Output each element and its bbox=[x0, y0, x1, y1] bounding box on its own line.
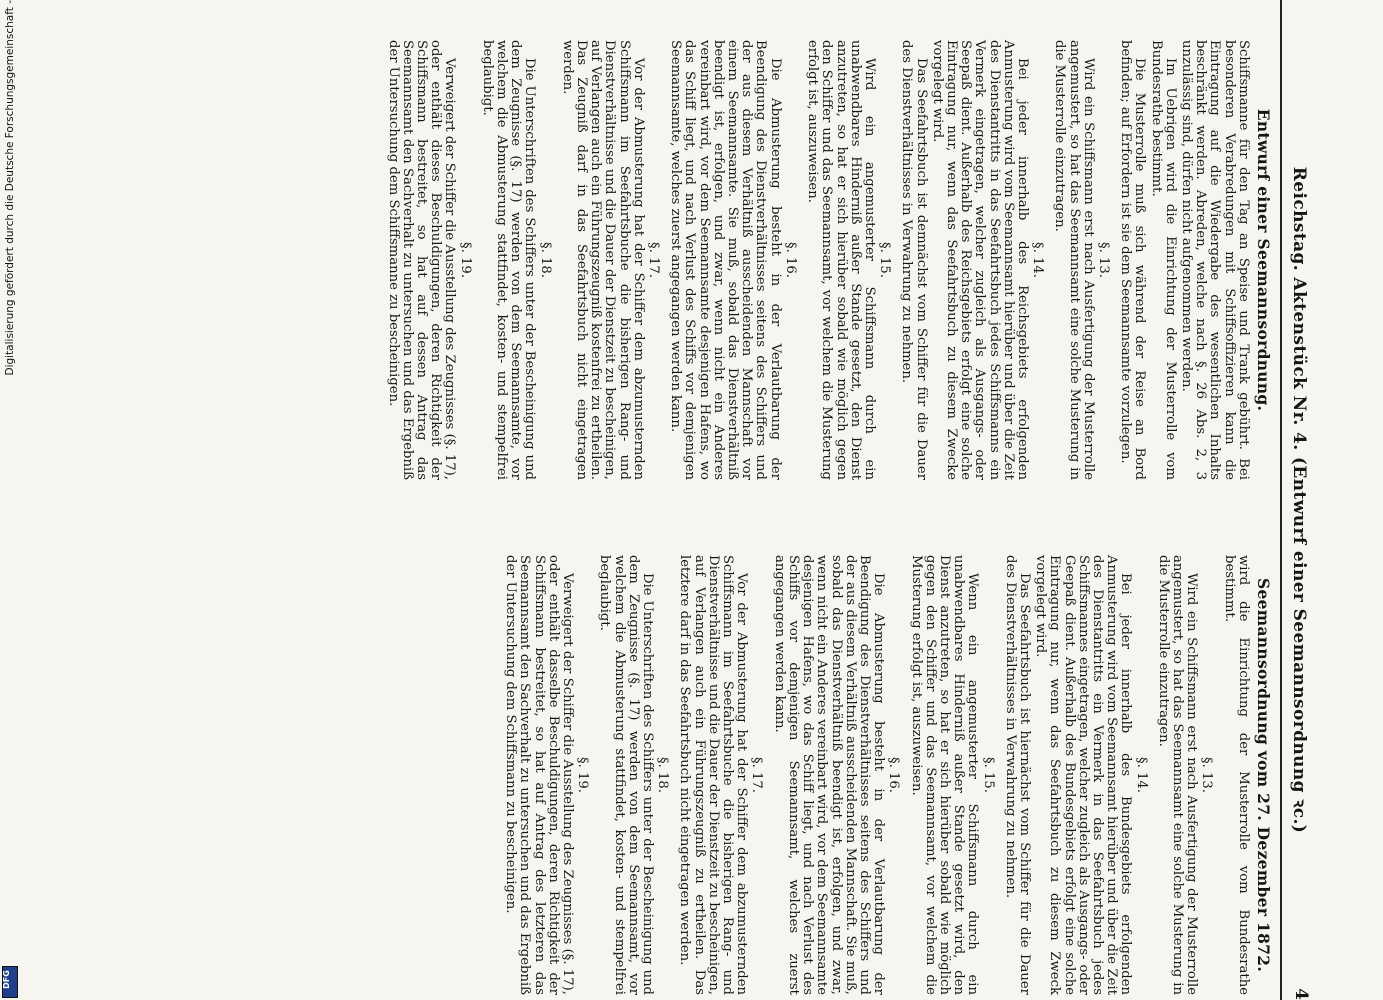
paragraph: Wird ein angemusterter Schiffsmann durch ein unabwendbares Hinderniß außer Stande gesetzt, den Dienst anzutreten, so hat er sich hierüber sobald wie möglich gegen den Schiffer und das Seemannsamt, vor welchem die Musterung erfolgt ist, auszuweisen. bbox=[805, 40, 877, 480]
section-heading: §. 18. bbox=[655, 757, 671, 793]
paragraph: Vor der Abmusterung hat der Schiffer dem abzumusternden Schiffsmann im Seefahrtsbuche die bisherigen Rang- und Dienstverhältnisse und die Dauer der Dienstzeit zu bescheinigen, auf Verlangen auch ein Führungszeugniß kostenfrei zu ertheilen. Das Zeugniß darf in das Seefahrtsbuch nicht eingetragen werden. bbox=[559, 40, 646, 480]
column-entwurf bbox=[383, 40, 1273, 480]
section-heading: §. 15. bbox=[877, 242, 893, 278]
paragraph: Die Abmusterung besteht in der Verlautbarung der Beendigung des Dienstverhältnisses seitens des Schiffers und der aus diesem Verhältniß ausscheidenden Mannschaft vor einem Seemannsamte. Sie muß, sobald das Dienstverhältniß beendigt ist, erfolgen, und zwar, wenn nicht ein Anderes vereinbart wird, vor dem Seemannsamte desjenigen Hafens, wo das Schiff liegt, und nach Verlust des Schiffs vor demjenigen Seemannsamte, welches zuerst angegangen werden kann. bbox=[668, 40, 783, 480]
section-heading: §. 17. bbox=[749, 757, 765, 793]
paragraph: Die Abmusterung besteht in der Verlautbarung der Beendigung des Dienstverhältnisses seitens des Schiffers und der aus diesem Verhältniß ausscheidenden Mannschaft. Sie muß, sobald das Dienstverhältniß beendigt ist, erfolgen, und zwar, wenn nicht ein Anderes vereinbart wird, vor dem Seemannsamte desjenigen Hafens, wo das Schiff liegt, und nach Verlust des Schiffs vor demjenigen Seemannsamt, welches zuerst angegangen werden kann. bbox=[771, 555, 887, 995]
paragraph: Wird ein Schiffsmann erst nach Ausfertigung der Musterrolle angemustert, so hat das Seemannsamt eine solche Musterung in die Musterrolle einzutragen. bbox=[1155, 555, 1200, 995]
paragraph: Die Musterrolle muß sich während der Reise an Bord befinden; auf Erfordern ist sie dem Seemannsamte vorzulegen. bbox=[1118, 40, 1148, 480]
section-heading: §. 16. bbox=[886, 757, 902, 793]
column-title: Entwurf einer Seemannsordnung. bbox=[1254, 108, 1273, 412]
paragraph: Schiffsmanne für den Tag an Speise und Trank gebührt. Bei besonderen Verabredungen mit Schiffsoffizieren kann die Eintragung auf die Wiedergabe des wesentlichen Inhalts beschränkt werden. Abreden, welche nach §. 26 Abs. 2, 3 unzulässig sind, dürfen nicht aufgenommen werden. bbox=[1178, 40, 1251, 480]
section-heading: §. 19. bbox=[457, 242, 473, 278]
paragraph: Vor der Abmusterung hat der Schiffer dem abzumusternden Schiffsmann im Seefahrtsbuche die bisherigen Rang- und Dienstverhältnisse und die Dauer der Dienstzeit zu bescheinigen, auf Verlangen auch ein Führungszeugniß zu ertheilen. Das letztere darf in das Seefahrtsbuch nicht eingetragen werden. bbox=[677, 555, 750, 995]
dfg-logo-text: DFG bbox=[1, 970, 11, 989]
page-number: 4 bbox=[1291, 988, 1311, 1000]
section-heading: §. 13. bbox=[1199, 757, 1215, 793]
section-heading: §. 13. bbox=[1095, 242, 1111, 278]
paragraph: Verweigert der Schiffer die Ausstellung des Zeugnisses (§. 17), oder enthält dasselbe Beschuldigungen, deren Richtigkeit der Schiffsmann bestreitet, so hat auf Antrag des letzteren das Seemannsamt den Sachverhalt zu untersuchen und das Ergebniß der Untersuchung dem Schiffsmann zu bescheinigen. bbox=[503, 555, 576, 995]
column-seemannsordnung-1872 bbox=[501, 555, 1273, 995]
paragraph: Die Unterschriften des Schiffers unter der Bescheinigung und dem Zeugnisse (§. 17) werden von dem Seemannsamte, vor welchem die Abmusterung stattfindet, kosten- und stempelfrei beglaubigt. bbox=[479, 40, 538, 480]
section-heading: §. 16. bbox=[782, 242, 798, 278]
paragraph: Das Seefahrtsbuch ist hiernächst vom Schiffer für die Dauer des Dienstverhältnisses in Verwahrung zu nehmen. bbox=[1002, 555, 1032, 995]
paragraph: Im Uebrigen wird die Einrichtung der Musterrolle vom Bundesrathe bestimmt. bbox=[1148, 40, 1178, 480]
digitization-note bbox=[2, 0, 18, 960]
dfg-logo bbox=[2, 966, 18, 998]
section-heading: §. 15. bbox=[980, 757, 996, 793]
page-header-title: Reichstag. Aktenstück Nr. 4. (Entwurf einer Seemannsordnung ꝛc.) bbox=[1289, 166, 1309, 834]
paragraph: Bei jeder innerhalb des Bundesgebiets erfolgenden Anmusterung wird vom Seemannsamt hierüber und über die Zeit des Dienstantritts ein Vermerk in das Seefahrtsbuch jedes Schiffsmannes eingetragen, welcher zugleich als Ausgangs- oder Geepaß dient. Außerhalb des Bundesgebiets erfolgt eine solche Eintragung nur, wenn das Seefahrtsbuch zu diesem Zweck vorgelegt wird. bbox=[1033, 555, 1134, 995]
page-header bbox=[1282, 0, 1311, 1000]
column-title: Seemannsordnung vom 27. Dezember 1872. bbox=[1254, 577, 1273, 973]
paragraph: Das Seefahrtsbuch ist demnächst vom Schiffer für die Dauer des Dienstverhältnisses in Verwahrung zu nehmen. bbox=[899, 40, 929, 480]
paragraph: Die Unterschriften des Schiffers unter der Bescheinigung und dem Zeugnisse (§. 17) werden von dem Seemannsamt, vor welchem die Abmusterung stattfindet, kosten- und stempelfrei beglaubigt. bbox=[597, 555, 656, 995]
paragraph: Bei jeder innerhalb des Reichsgebiets erfolgenden Anmusterung wird vom Seemannsamt hierüber und über die Zeit des Dienstantritts in das Seefahrtsbuch jedes Schiffsmanns ein Vermerk eingetragen, welcher zugleich als Ausgangs- oder Seepaß dient. Außerhalb des Reichsgebiets erfolgt eine solche Eintragung nur, wenn das Seefahrtsbuch zu diesem Zwecke vorgelegt wird. bbox=[929, 40, 1030, 480]
section-heading: §. 19. bbox=[575, 757, 591, 793]
paragraph: Wird ein Schiffsmann erst nach Ausfertigung der Musterrolle angemustert, so hat das Seemannsamt eine solche Musterung in die Musterrolle einzutragen. bbox=[1052, 40, 1096, 480]
paragraph: Verweigert der Schiffer die Ausstellung des Zeugnisses (§. 17), oder enthält dieses Beschuldigungen, deren Richtigkeit der Schiffsmann bestreitet, so hat auf dessen Antrag das Seemannsamt den Sachverhalt zu untersuchen und das Ergebniß der Untersuchung dem Schiffsmanne zu bescheinigen. bbox=[385, 40, 458, 480]
section-heading: §. 14. bbox=[1030, 242, 1046, 278]
section-heading: §. 18. bbox=[537, 242, 553, 278]
digitization-note-text: Digitalisierung gefördert durch die Deutsche Forschungsgemeinschaft - bbox=[4, 0, 16, 376]
header-rule bbox=[1280, 0, 1282, 1000]
section-heading: §. 14. bbox=[1133, 757, 1149, 793]
section-heading: §. 17. bbox=[646, 242, 662, 278]
paragraph: Wenn ein angemusterter Schiffsmann durch ein unabwendbares Hinderniß außer Stande gesetzt wird, den Dienst anzutreten, so hat er sich hierüber sobald wie möglich gegen den Schiffer und das Seemannsamt, vor welchem die Musterung erfolgt ist, auszuweisen. bbox=[908, 555, 981, 995]
paragraph: wird die Einrichtung der Musterrolle vom Bundesrathe bestimmt. bbox=[1221, 555, 1251, 995]
